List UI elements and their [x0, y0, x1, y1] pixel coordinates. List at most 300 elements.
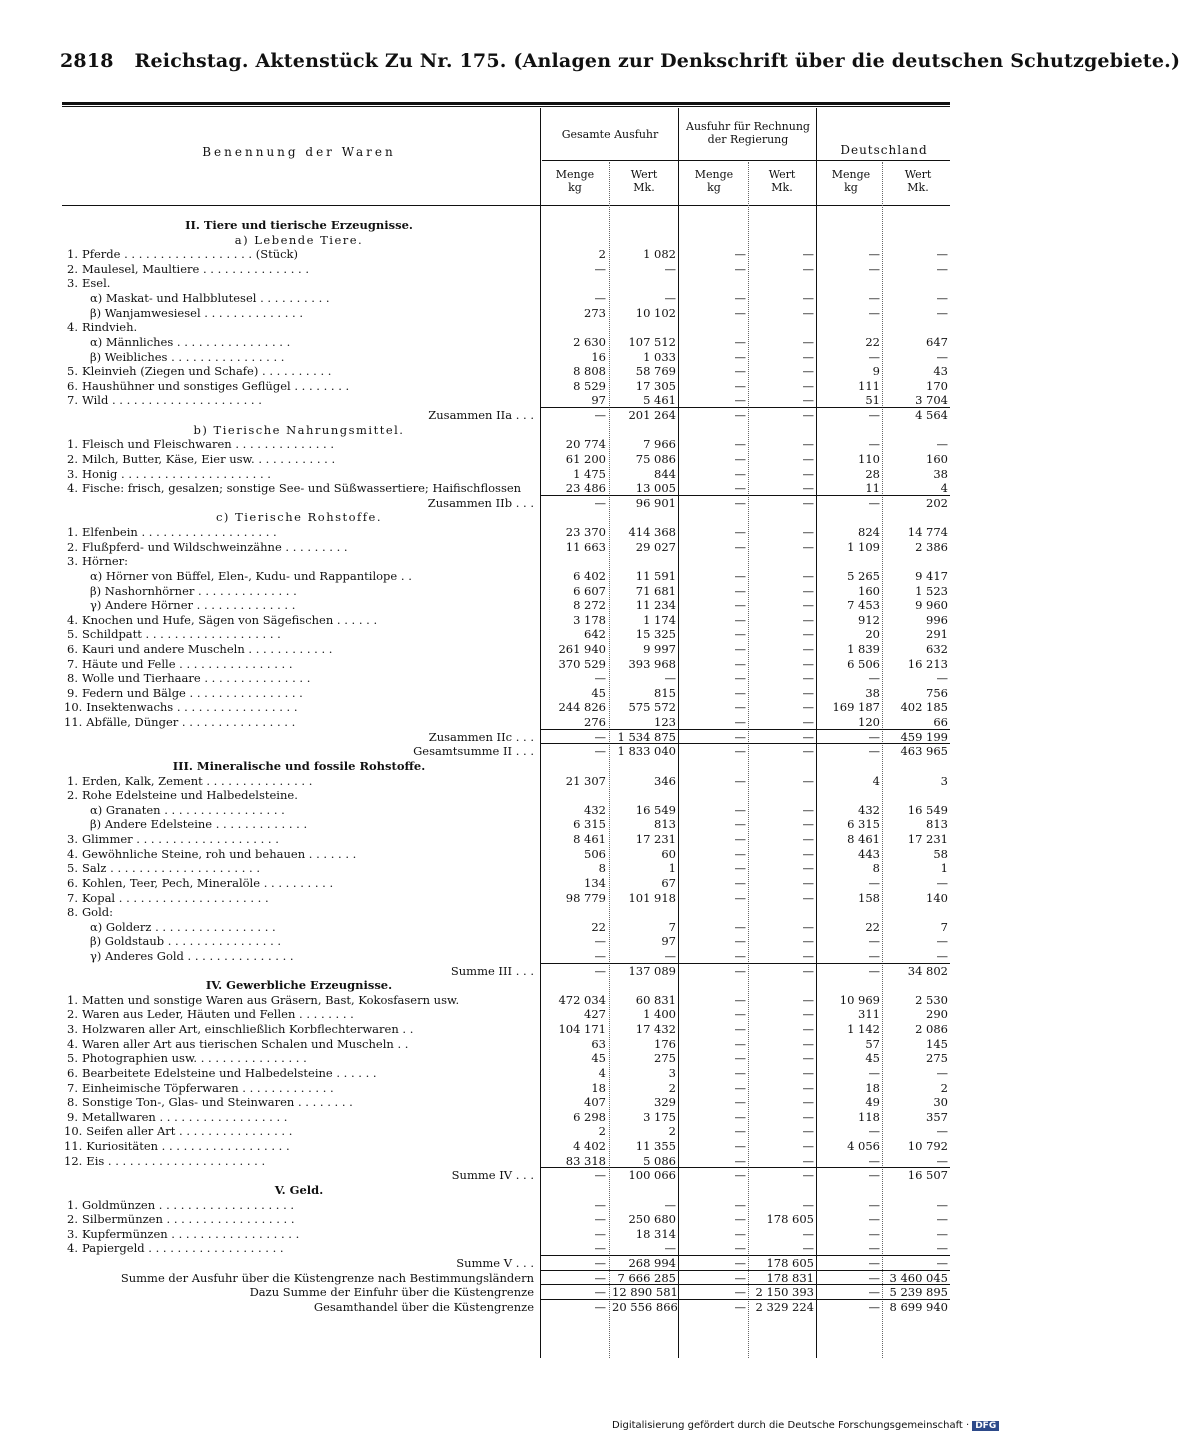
row-text: Haushühner und sonstiges Geflügel . . . . . . . .: [82, 378, 350, 393]
cell-value: —: [734, 656, 746, 671]
cell-value: 8 808: [573, 364, 606, 379]
cell-value: —: [802, 715, 814, 730]
table-row: [0, 291, 1000, 305]
cell-value: 17 305: [635, 378, 676, 393]
cell-value: 7: [668, 919, 676, 934]
cell-value: 8 461: [573, 832, 606, 847]
cell-value: 6 315: [573, 817, 606, 832]
cell-value: 14 774: [907, 525, 948, 540]
cell-value: 38: [865, 685, 880, 700]
table-row: [0, 584, 1000, 598]
cell-value: 16 549: [635, 802, 676, 817]
row-number: 6.: [67, 875, 78, 890]
table-row: [0, 861, 1000, 875]
sum-rule: [540, 963, 950, 964]
cell-value: —: [734, 832, 746, 847]
row-label: [64, 540, 534, 554]
row-text: Wolle und Tierhaare . . . . . . . . . . . . . . .: [82, 671, 311, 686]
cell-value: 7: [940, 919, 948, 934]
row-number: 6.: [67, 641, 78, 656]
table-row: [0, 671, 1000, 685]
cell-value: 273: [584, 305, 606, 320]
cell-value: 506: [584, 846, 606, 861]
cell-value: —: [734, 393, 746, 408]
row-text: Esel.: [82, 276, 111, 291]
row-number: 4.: [67, 1036, 78, 1051]
row-label: [64, 569, 560, 583]
row-label: [64, 291, 560, 305]
cell-value: 2: [668, 1080, 676, 1095]
row-label: [64, 1081, 534, 1095]
cell-value: 290: [926, 1007, 948, 1022]
cell-value: —: [868, 1285, 880, 1300]
row-number: 3.: [67, 1226, 78, 1241]
row-number: 4.: [67, 320, 78, 335]
cell-value: 463 965: [900, 744, 948, 759]
cell-value: 7 666 285: [617, 1270, 676, 1285]
cell-value: 996: [926, 612, 948, 627]
row-text: Erden, Kalk, Zement . . . . . . . . . . . . . . .: [82, 773, 313, 788]
cell-value: —: [734, 598, 746, 613]
row-label: [64, 847, 534, 861]
cell-value: 472 034: [558, 992, 606, 1007]
row-number: 11.: [64, 715, 83, 730]
table-row: [0, 452, 1000, 466]
table-row: [0, 891, 1000, 905]
cell-value: 160: [926, 451, 948, 466]
cell-value: 427: [584, 1007, 606, 1022]
cell-value: 3 704: [915, 393, 948, 408]
cell-value: 9 960: [915, 598, 948, 613]
cell-value: 16 213: [907, 656, 948, 671]
table-row: [0, 832, 1000, 846]
cell-value: —: [802, 598, 814, 613]
sum-rule: [540, 1255, 950, 1256]
cell-value: —: [868, 1270, 880, 1285]
cell-value: —: [802, 700, 814, 715]
cell-value: —: [802, 1153, 814, 1168]
section-heading: [0, 978, 1000, 992]
cell-value: 3: [668, 1065, 676, 1080]
subheader-menge-3: Menge kg: [831, 168, 871, 194]
cell-value: —: [868, 1241, 880, 1256]
table-row: [0, 788, 1000, 802]
cell-value: —: [868, 1197, 880, 1212]
cell-value: —: [802, 261, 814, 276]
cell-value: 6 315: [847, 817, 880, 832]
cell-value: 443: [858, 846, 880, 861]
row-label: [64, 1139, 534, 1153]
table-row: [0, 1110, 1000, 1124]
cell-value: 20 556 866: [612, 1299, 678, 1314]
cell-value: 1 475: [573, 466, 606, 481]
row-text: α) Golderz . . . . . . . . . . . . . . . . .: [90, 919, 276, 934]
table-row: [0, 1124, 1000, 1138]
table-row: [0, 569, 1000, 583]
cell-value: 13 005: [635, 481, 676, 496]
cell-value: —: [802, 1226, 814, 1241]
cell-value: —: [594, 934, 606, 949]
cell-value: 17 231: [635, 832, 676, 847]
row-text: Hörner:: [82, 554, 129, 569]
cell-value: —: [802, 729, 814, 744]
cell-value: —: [802, 934, 814, 949]
row-label: [64, 525, 534, 539]
section-heading: [0, 759, 1000, 773]
cell-value: 21 307: [565, 773, 606, 788]
cell-value: —: [734, 1051, 746, 1066]
cell-value: —: [594, 261, 606, 276]
cell-value: —: [734, 1226, 746, 1241]
cell-value: —: [734, 715, 746, 730]
cell-value: 67: [661, 875, 676, 890]
cell-value: —: [802, 612, 814, 627]
row-text: Silbermünzen . . . . . . . . . . . . . . . . . .: [82, 1212, 295, 1227]
table-row: [0, 306, 1000, 320]
cell-value: 275: [926, 1051, 948, 1066]
cell-value: 7 453: [847, 598, 880, 613]
row-text: Dazu Summe der Einfuhr über die Küstengrenze: [249, 1285, 534, 1300]
cell-value: —: [734, 291, 746, 306]
cell-value: —: [734, 1212, 746, 1227]
cell-value: —: [734, 963, 746, 978]
row-number: 3.: [67, 554, 78, 569]
cell-value: 8 699 940: [889, 1299, 948, 1314]
row-label: [64, 1256, 546, 1270]
cell-value: 2 386: [915, 539, 948, 554]
row-text: Summe V . . .: [456, 1256, 534, 1271]
header-rule-top: [62, 102, 950, 105]
cell-value: —: [594, 1270, 606, 1285]
row-label: [64, 1241, 534, 1255]
cell-value: —: [802, 1051, 814, 1066]
cell-value: 176: [654, 1036, 676, 1051]
row-label: [64, 700, 534, 714]
cell-value: 58: [933, 846, 948, 861]
row-number: 9.: [67, 685, 78, 700]
row-text: α) Maskat- und Halbblutesel . . . . . . . . . .: [90, 291, 330, 306]
table-row: [0, 1212, 1000, 1226]
cell-value: —: [594, 408, 606, 423]
header-rule-second: [62, 106, 950, 107]
cell-value: —: [936, 671, 948, 686]
cell-value: 407: [584, 1095, 606, 1110]
row-label: [64, 905, 534, 919]
cell-value: —: [664, 671, 676, 686]
cell-value: 2 530: [915, 992, 948, 1007]
cell-value: 100 066: [628, 1168, 676, 1183]
table-row: [0, 876, 1000, 890]
table-row: [0, 1051, 1000, 1065]
row-label: [64, 1212, 534, 1226]
cell-value: 2 150 393: [755, 1285, 814, 1300]
cell-value: 1 174: [643, 612, 676, 627]
row-number: 10.: [64, 700, 83, 715]
cell-value: 459 199: [900, 729, 948, 744]
table-row: [0, 657, 1000, 671]
row-number: 2.: [67, 451, 78, 466]
cell-value: 5 239 895: [889, 1285, 948, 1300]
cell-value: 145: [926, 1036, 948, 1051]
cell-value: —: [734, 671, 746, 686]
row-text: Kauri und andere Muscheln . . . . . . . . . . . .: [82, 641, 333, 656]
row-label: [64, 1037, 534, 1051]
cell-value: —: [868, 305, 880, 320]
cell-value: 1: [940, 861, 948, 876]
cell-value: 1 082: [643, 247, 676, 262]
total-row: [0, 1285, 1000, 1299]
row-label: [64, 627, 534, 641]
cell-value: —: [802, 1022, 814, 1037]
row-text: Insektenwachs . . . . . . . . . . . . . . . . .: [86, 700, 298, 715]
row-number: 1.: [67, 525, 78, 540]
table-row: [0, 700, 1000, 714]
sum-rule: [540, 743, 950, 744]
row-label: [64, 671, 534, 685]
cell-value: 2: [598, 1124, 606, 1139]
row-label: [64, 993, 534, 1007]
row-label: [64, 686, 534, 700]
row-text: Photographien usw. . . . . . . . . . . . . . . .: [82, 1051, 307, 1066]
row-label: [64, 1198, 534, 1212]
cell-value: —: [802, 378, 814, 393]
table-row: [0, 540, 1000, 554]
row-label: [64, 642, 534, 656]
cell-value: 2 630: [573, 334, 606, 349]
row-label: [64, 379, 534, 393]
row-text: Häute und Felle . . . . . . . . . . . . . . . .: [82, 656, 293, 671]
cell-value: —: [734, 568, 746, 583]
row-text: Metallwaren . . . . . . . . . . . . . . . . . .: [82, 1109, 288, 1124]
cell-value: —: [734, 247, 746, 262]
cell-value: —: [802, 1197, 814, 1212]
cell-value: —: [594, 495, 606, 510]
column-header-total-export: Gesamte Ausfuhr: [561, 128, 659, 141]
cell-value: 75 086: [635, 451, 676, 466]
cell-value: —: [802, 451, 814, 466]
sum-rule: [540, 729, 950, 730]
cell-value: —: [734, 525, 746, 540]
cell-value: 815: [654, 685, 676, 700]
cell-value: 1 142: [847, 1022, 880, 1037]
table-row: [0, 803, 1000, 817]
row-text: Papiergeld . . . . . . . . . . . . . . . . . . .: [82, 1241, 284, 1256]
row-text: Gewöhnliche Steine, roh und behauen . . . . . . .: [82, 846, 357, 861]
cell-value: —: [802, 641, 814, 656]
cell-value: —: [802, 656, 814, 671]
table-row: [0, 920, 1000, 934]
cell-value: 2: [668, 1124, 676, 1139]
cell-value: —: [802, 817, 814, 832]
row-text: Gesamthandel über die Küstengrenze: [313, 1299, 534, 1314]
row-number: 1.: [67, 247, 78, 262]
row-number: 3.: [67, 1022, 78, 1037]
cell-value: —: [868, 1299, 880, 1314]
row-text: b) Tierische Nahrungsmittel.: [193, 422, 405, 437]
section-heading: [0, 1183, 1000, 1197]
table-row: [0, 437, 1000, 451]
row-text: Milch, Butter, Käse, Eier usw. . . . . . . . . . . .: [82, 451, 336, 466]
cell-value: —: [936, 437, 948, 452]
row-label: [64, 920, 560, 934]
cell-value: 4 402: [573, 1139, 606, 1154]
cell-value: 1 523: [915, 583, 948, 598]
row-number: 2.: [67, 539, 78, 554]
row-label: [64, 1154, 534, 1168]
row-text: Schildpatt . . . . . . . . . . . . . . . . . . .: [82, 627, 281, 642]
cell-value: 16 549: [907, 802, 948, 817]
table-row: [0, 364, 1000, 378]
cell-value: 2 086: [915, 1022, 948, 1037]
cell-value: 20: [865, 627, 880, 642]
row-number: 9.: [67, 1109, 78, 1124]
row-label: [64, 949, 560, 963]
row-text: Kleinvieh (Ziegen und Schafe) . . . . . . . . . .: [82, 364, 332, 379]
row-text: Goldmünzen . . . . . . . . . . . . . . . . . . .: [82, 1197, 295, 1212]
row-text: γ) Andere Hörner . . . . . . . . . . . . . .: [90, 598, 296, 613]
row-number: 8.: [67, 671, 78, 686]
cell-value: —: [734, 744, 746, 759]
row-text: Honig . . . . . . . . . . . . . . . . . . . . .: [82, 466, 271, 481]
row-text: Federn und Bälge . . . . . . . . . . . . . . . .: [82, 685, 303, 700]
cell-value: —: [734, 1168, 746, 1183]
cell-value: —: [734, 1197, 746, 1212]
row-text: β) Nashornhörner . . . . . . . . . . . . . .: [90, 583, 297, 598]
row-text: Kuriositäten . . . . . . . . . . . . . . . . . .: [86, 1139, 290, 1154]
cell-value: —: [734, 378, 746, 393]
cell-value: 11: [865, 481, 880, 496]
row-text: II. Tiere und tierische Erzeugnisse.: [185, 218, 413, 232]
cell-value: 118: [858, 1109, 880, 1124]
row-text: V. Geld.: [274, 1182, 324, 1197]
cell-value: —: [802, 291, 814, 306]
cell-value: 45: [591, 1051, 606, 1066]
cell-value: 11 591: [635, 568, 676, 583]
row-label: [64, 803, 560, 817]
cell-value: —: [802, 481, 814, 496]
cell-value: 4: [872, 773, 880, 788]
cell-value: 49: [865, 1095, 880, 1110]
cell-value: —: [868, 495, 880, 510]
cell-value: —: [802, 305, 814, 320]
subsection-heading: [0, 510, 1000, 524]
cell-value: —: [802, 992, 814, 1007]
table-row: [0, 1037, 1000, 1051]
cell-value: 12 890 581: [612, 1285, 678, 1300]
cell-value: 8: [872, 861, 880, 876]
cell-value: —: [734, 817, 746, 832]
row-number: 4.: [67, 1241, 78, 1256]
row-label: [64, 1066, 534, 1080]
total-row: [0, 964, 1000, 978]
cell-value: —: [734, 846, 746, 861]
cell-value: —: [868, 963, 880, 978]
row-text: α) Granaten . . . . . . . . . . . . . . . . .: [90, 802, 285, 817]
cell-value: —: [734, 495, 746, 510]
cell-value: —: [734, 408, 746, 423]
cell-value: —: [734, 1285, 746, 1300]
cell-value: —: [868, 744, 880, 759]
cell-value: 756: [926, 685, 948, 700]
row-label: [64, 481, 534, 495]
cell-value: 10 969: [839, 992, 880, 1007]
row-label: [64, 276, 534, 290]
table-row: [0, 774, 1000, 788]
cell-value: 1 109: [847, 539, 880, 554]
cell-value: 11 663: [565, 539, 606, 554]
subheader-rule: [542, 160, 950, 161]
row-text: c) Tierische Rohstoffe.: [215, 510, 383, 525]
cell-value: 291: [926, 627, 948, 642]
cell-value: 844: [654, 466, 676, 481]
cell-value: —: [802, 539, 814, 554]
row-text: Gesamtsumme II . . .: [413, 744, 534, 759]
row-text: Summe IV . . .: [451, 1168, 534, 1183]
cell-value: 137 089: [628, 963, 676, 978]
table-row: [0, 393, 1000, 407]
row-number: 11.: [64, 1139, 83, 1154]
row-text: IV. Gewerbliche Erzeugnisse.: [205, 978, 393, 993]
row-text: Waren aller Art aus tierischen Schalen und Muscheln . .: [82, 1036, 409, 1051]
cell-value: 8: [598, 861, 606, 876]
cell-value: —: [802, 861, 814, 876]
cell-value: 140: [926, 890, 948, 905]
table-row: [0, 1081, 1000, 1095]
cell-value: —: [802, 875, 814, 890]
cell-value: —: [936, 1241, 948, 1256]
cell-value: —: [936, 1256, 948, 1271]
row-number: 4.: [67, 846, 78, 861]
footer-text: Digitalisierung gefördert durch die Deutsche Forschungsgemeinschaft ·: [612, 1420, 970, 1431]
row-label: [64, 452, 534, 466]
row-number: 4.: [67, 481, 78, 496]
cell-value: —: [734, 949, 746, 963]
cell-value: 38: [933, 466, 948, 481]
row-label: [64, 715, 534, 729]
table-row: [0, 598, 1000, 612]
cell-value: —: [802, 832, 814, 847]
row-label: [64, 496, 546, 510]
cell-value: 111: [858, 378, 880, 393]
row-label: [64, 1124, 534, 1138]
row-label: [64, 817, 560, 831]
cell-value: —: [664, 1241, 676, 1256]
cell-value: —: [664, 291, 676, 306]
cell-value: —: [802, 919, 814, 934]
row-number: 7.: [67, 1080, 78, 1095]
cell-value: 7 966: [643, 437, 676, 452]
row-text: β) Andere Edelsteine . . . . . . . . . . . . .: [90, 817, 308, 832]
row-label: [64, 247, 534, 261]
cell-value: 8 529: [573, 378, 606, 393]
table-row: [0, 525, 1000, 539]
row-label: [64, 218, 534, 232]
cell-value: —: [734, 773, 746, 788]
table-row: [0, 1227, 1000, 1241]
table-row: [0, 1241, 1000, 1255]
row-text: Rindvieh.: [82, 320, 138, 335]
total-row: [0, 1256, 1000, 1270]
cell-value: —: [802, 364, 814, 379]
row-label: [64, 1007, 534, 1021]
cell-value: —: [734, 334, 746, 349]
row-text: Pferde . . . . . . . . . . . . . . . . . . (Stück): [82, 247, 299, 262]
cell-value: 178 605: [766, 1256, 814, 1271]
cell-value: 170: [926, 378, 948, 393]
row-number: 5.: [67, 627, 78, 642]
cell-value: —: [734, 1270, 746, 1285]
cell-value: 6 298: [573, 1109, 606, 1124]
